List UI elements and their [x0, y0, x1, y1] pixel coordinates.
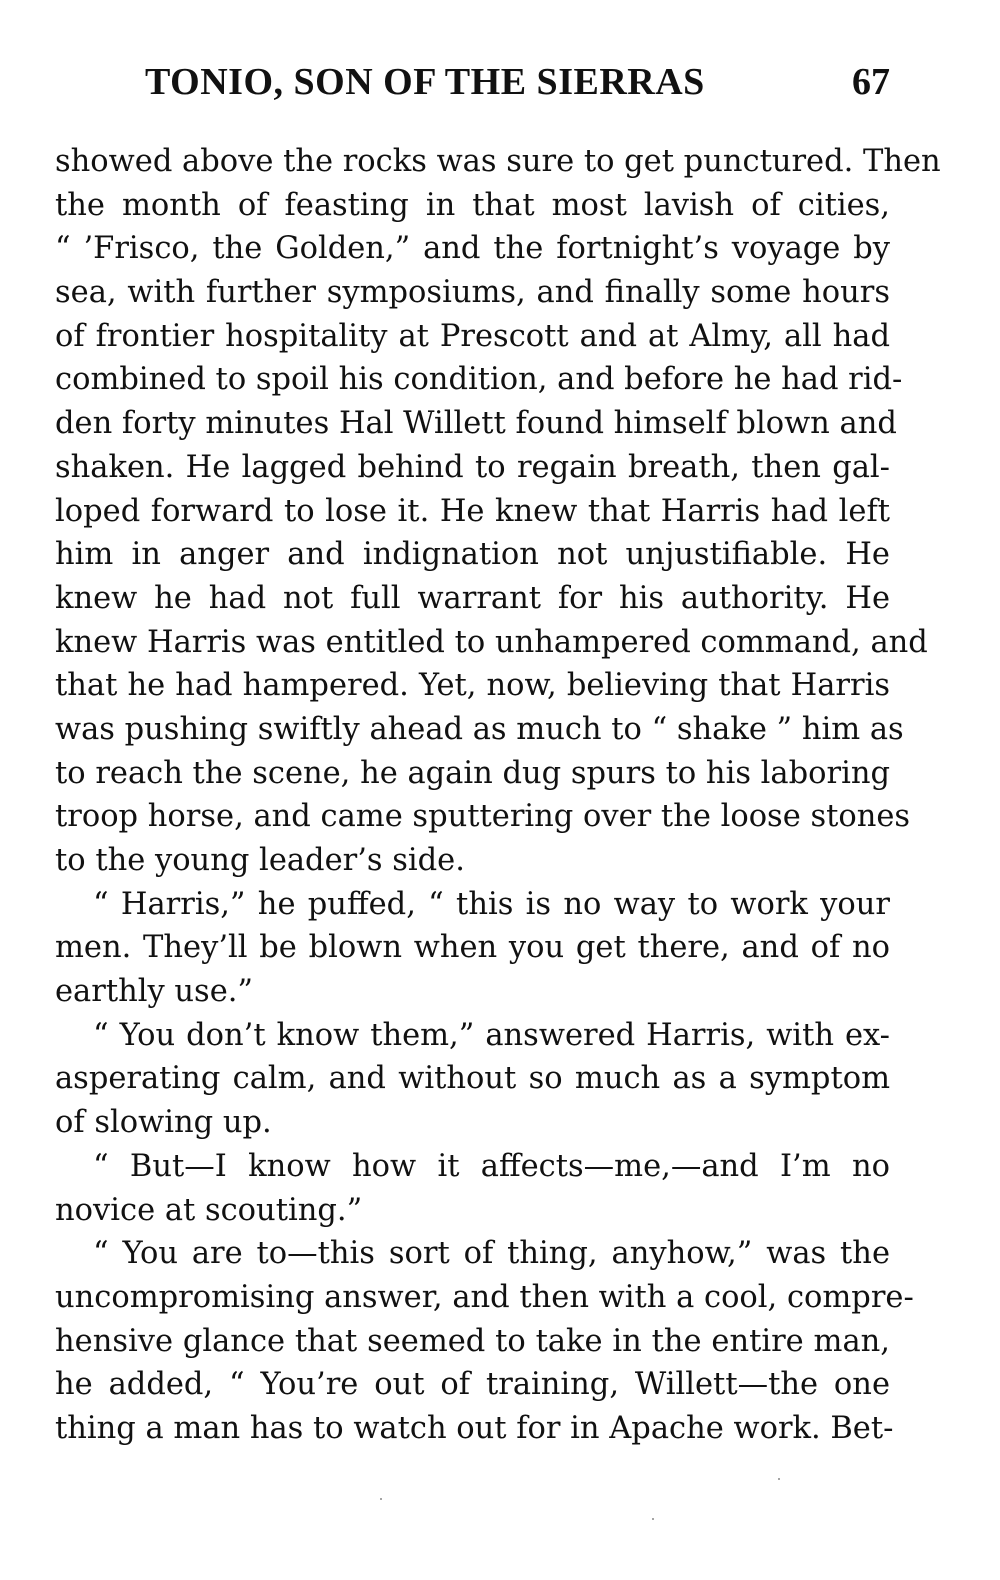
text-line: of frontier hospitality at Prescott and at Almy, all had	[55, 318, 890, 354]
text-line: “ ’Frisco, the Golden,” and the fortnight’s voyage by	[55, 231, 890, 267]
text-line: of slowing up.	[55, 1105, 272, 1141]
text-line: men. They’ll be blown when you get there, and of no	[55, 930, 890, 966]
text-line: to the young leader’s side.	[55, 843, 465, 878]
text-line: den forty minutes Hal Willett found himself blown and	[55, 406, 897, 442]
text-line: the month of feasting in that most lavish of cities,	[55, 187, 890, 223]
text-line: to reach the scene, he again dug spurs to his laboring	[55, 755, 890, 791]
book-title-header: TONIO, SON OF THE SIERRAS	[145, 61, 705, 103]
text-line: “ You are to—this sort of thing, anyhow,” was the	[93, 1236, 890, 1272]
text-line: was pushing swiftly ahead as much to “ shake ” him as	[55, 711, 904, 747]
scan-speck	[380, 1498, 382, 1500]
text-line: showed above the rocks was sure to get punctured. Then	[55, 144, 941, 179]
text-line: troop horse, and came sputtering over the loose stones	[55, 799, 911, 835]
text-line: sea, with further symposiums, and finally some hours	[55, 275, 890, 311]
text-line: earthly use.”	[55, 974, 254, 1010]
text-line: thing a man has to watch out for in Apache work. Bet-	[55, 1410, 894, 1446]
scan-speck	[652, 1518, 654, 1520]
text-line: asperating calm, and without so much as a symptom	[55, 1061, 890, 1097]
text-line: that he had hampered. Yet, now, believing that Harris	[55, 668, 890, 704]
page-number: 67	[852, 61, 890, 103]
text-line: he added, “ You’re out of training, Willett—the one	[55, 1367, 890, 1403]
running-head	[145, 60, 890, 104]
body-text	[55, 140, 941, 1451]
text-line: uncompromising answer, and then with a cool, compre-	[55, 1279, 914, 1315]
text-line: hensive glance that seemed to take in the entire man,	[55, 1323, 890, 1359]
text-line: “ You don’t know them,” answered Harris, with ex-	[93, 1017, 890, 1053]
text-line: knew he had not full warrant for his authority. He	[55, 580, 890, 616]
text-line: combined to spoil his condition, and before he had rid-	[55, 362, 903, 398]
text-line: novice at scouting.”	[55, 1192, 363, 1228]
text-line: knew Harris was entitled to unhampered command, and	[55, 624, 928, 660]
text-line: shaken. He lagged behind to regain breath, then gal-	[55, 449, 890, 485]
text-line: “ Harris,” he puffed, “ this is no way to work your	[93, 886, 890, 922]
scan-speck	[778, 1478, 780, 1480]
text-line: “ But—I know how it affects—me,—and I’m no	[93, 1148, 890, 1184]
text-line: him in anger and indignation not unjustifiable. He	[55, 537, 890, 573]
text-line: loped forward to lose it. He knew that Harris had left	[55, 493, 890, 529]
